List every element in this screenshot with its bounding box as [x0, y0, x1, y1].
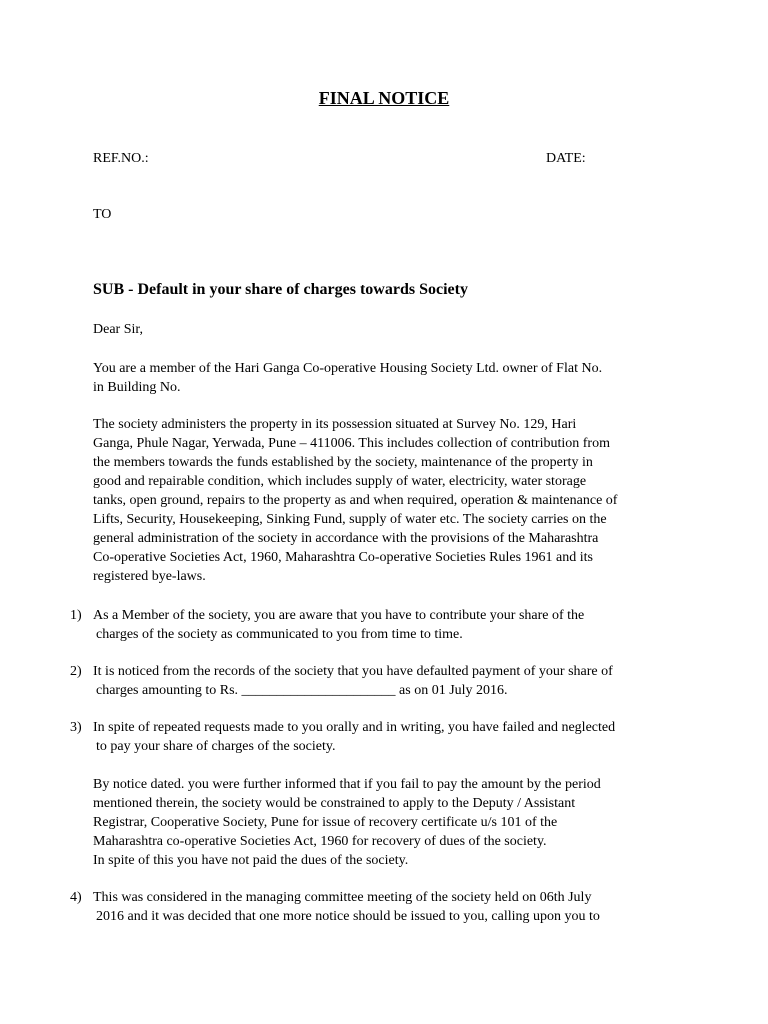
notice-line: In spite of this you have not paid the dues of the society. [93, 853, 409, 868]
society-line: The society administers the property in its possession situated at Survey No. 129, Hari [93, 417, 577, 432]
item-line: This was considered in the managing committee meeting of the society held on 06th July [93, 890, 592, 905]
intro-line: You are a member of the Hari Ganga Co-operative Housing Society Ltd. owner of Flat No. [93, 361, 603, 376]
notice-line: Maharashtra co-operative Societies Act, 1960 for recovery of dues of the society. [93, 834, 547, 849]
society-line: Co-operative Societies Act, 1960, Maharashtra Co-operative Societies Rules 1961 and its [93, 550, 593, 565]
item-number: 2) [70, 664, 82, 679]
document-title: FINAL NOTICE [318, 88, 450, 108]
item-number: 4) [70, 890, 82, 905]
item-line: 2016 and it was decided that one more notice should be issued to you, calling upon you to [96, 909, 600, 924]
society-paragraph [93, 415, 693, 586]
notice-line: By notice dated. you were further informed that if you fail to pay the amount by the period [93, 777, 601, 792]
list-item [93, 662, 613, 700]
salutation: Dear Sir, [93, 322, 143, 337]
item-line: In spite of repeated requests made to you orally and in writing, you have failed and neglected [93, 720, 616, 735]
item-line: to pay your share of charges of the society. [96, 739, 336, 754]
society-line: Ganga, Phule Nagar, Yerwada, Pune – 411006. This includes collection of contribution from [93, 436, 610, 451]
date-label: DATE: [546, 151, 586, 166]
item-line: As a Member of the society, you are aware that you have to contribute your share of the [93, 608, 585, 623]
society-line: the members towards the funds established by the society, maintenance of the property in [93, 455, 593, 470]
list-item [93, 606, 584, 644]
item-line: charges amounting to Rs. ______________________ as on 01 July 2016. [96, 683, 508, 698]
list-item [93, 718, 615, 756]
ref-no-label: REF.NO.: [93, 151, 149, 166]
notice-paragraph [93, 775, 693, 870]
subject-line: SUB - Default in your share of charges towards Society [93, 281, 468, 298]
item-line: It is noticed from the records of the society that you have defaulted payment of your share of [93, 664, 613, 679]
society-line: good and repairable condition, which includes supply of water, electricity, water storage [93, 474, 587, 489]
to-label: TO [93, 207, 112, 222]
society-line: Lifts, Security, Housekeeping, Sinking Fund, supply of water etc. The society carries on the [93, 512, 607, 527]
list-item [93, 888, 600, 926]
item-number: 1) [70, 608, 82, 623]
society-line: registered bye-laws. [93, 569, 206, 584]
intro-paragraph [93, 359, 693, 397]
society-line: tanks, open ground, repairs to the property as and when required, operation & maintenance of [93, 493, 618, 508]
item-line: charges of the society as communicated to you from time to time. [96, 627, 463, 642]
item-number: 3) [70, 720, 82, 735]
notice-line: Registrar, Cooperative Society, Pune for issue of recovery certificate u/s 101 of the [93, 815, 558, 830]
society-line: general administration of the society in accordance with the provisions of the Maharashtra [93, 531, 599, 546]
intro-line: in Building No. [93, 380, 181, 395]
notice-line: mentioned therein, the society would be constrained to apply to the Deputy / Assistant [93, 796, 576, 811]
